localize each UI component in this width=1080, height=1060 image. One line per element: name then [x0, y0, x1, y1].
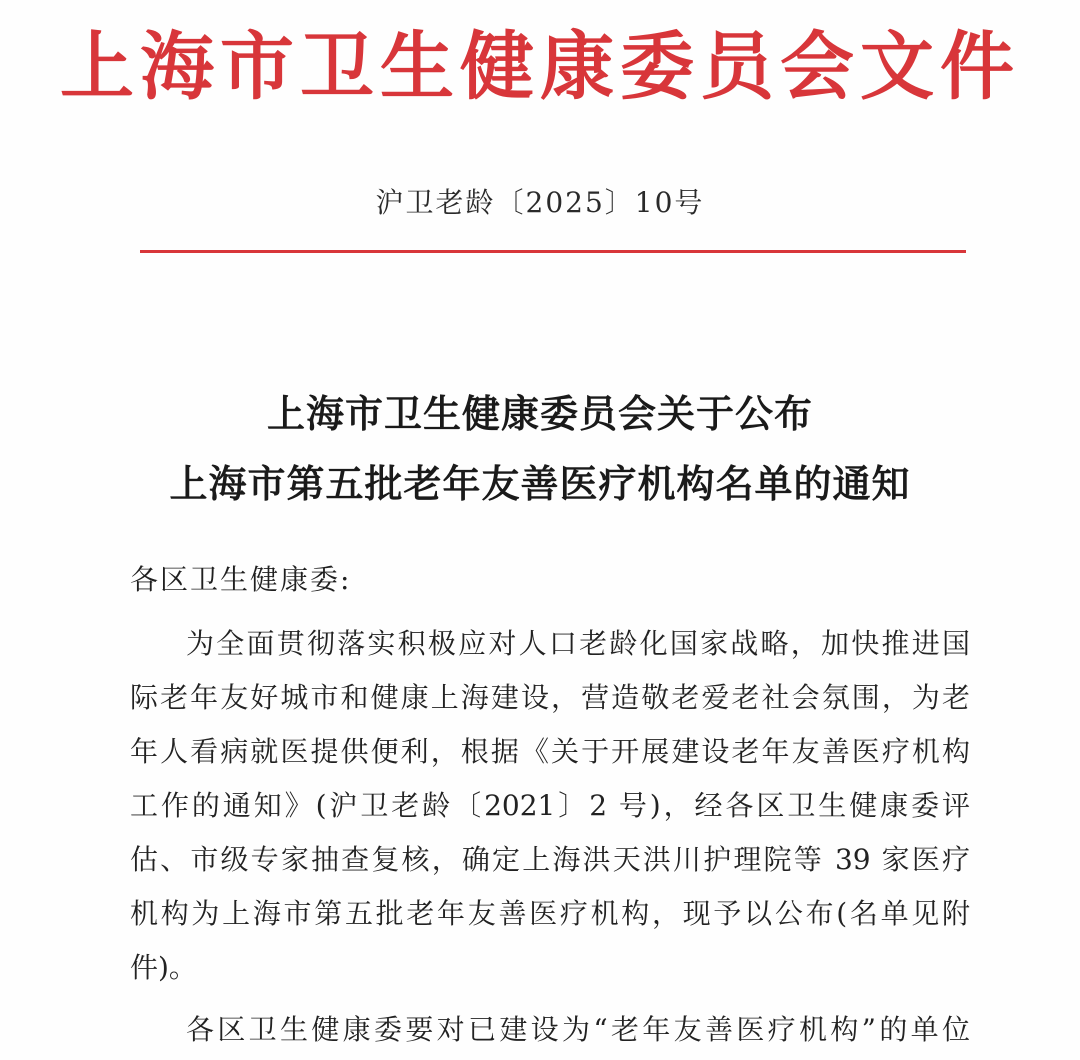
document-number: 沪卫老龄〔2025〕10号 — [375, 186, 705, 219]
body-paragraph-2-line-1: 各区卫生健康委要对已建设为“老年友善医疗机构”的单位 — [186, 1013, 970, 1046]
document-masthead: 上海市卫生健康委员会文件 — [60, 24, 1020, 110]
body-paragraph-1-line-1: 为全面贯彻落实积极应对人口老龄化国家战略，加快推进国 — [186, 627, 970, 660]
red-divider-rule — [140, 250, 966, 253]
salutation: 各区卫生健康委: — [130, 563, 352, 596]
body-paragraph-1-line-4: 工作的通知》(沪卫老龄〔2021〕2 号)，经各区卫生健康委评 — [130, 789, 970, 822]
notice-title-line-2: 上海市第五批老年友善医疗机构名单的通知 — [169, 461, 911, 506]
body-paragraph-1-line-3: 年人看病就医提供便利，根据《关于开展建设老年友善医疗机构 — [130, 735, 970, 768]
body-paragraph-1-line-6: 机构为上海市第五批老年友善医疗机构，现予以公布(名单见附 — [130, 897, 970, 930]
body-paragraph-1-line-7: 件)。 — [130, 951, 197, 984]
notice-title-line-1: 上海市卫生健康委员会关于公布 — [266, 391, 813, 436]
body-paragraph-1-line-2: 际老年友好城市和健康上海建设，营造敬老爱老社会氛围，为老 — [130, 681, 970, 714]
body-paragraph-1-line-5: 估、市级专家抽查复核，确定上海洪天洪川护理院等 39 家医疗 — [130, 843, 970, 876]
